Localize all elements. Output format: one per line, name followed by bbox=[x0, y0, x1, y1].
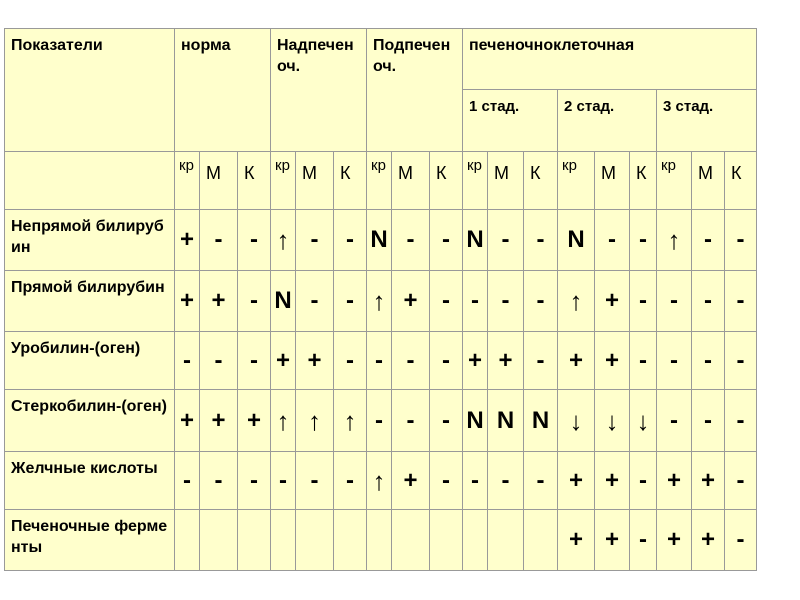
row-label: Непрямой билирубин bbox=[5, 210, 175, 271]
table-cell: - bbox=[367, 390, 392, 452]
table-row bbox=[5, 332, 757, 390]
subheader-k: К bbox=[524, 152, 558, 210]
header-norm: норма bbox=[175, 29, 271, 152]
table-cell: - bbox=[367, 332, 392, 390]
table-cell: + bbox=[657, 452, 692, 510]
table-cell: - bbox=[238, 452, 271, 510]
table-cell: - bbox=[238, 332, 271, 390]
table-cell: ↓ bbox=[630, 390, 657, 452]
subheader-m: М bbox=[692, 152, 725, 210]
table-cell bbox=[392, 510, 430, 571]
table-cell: + bbox=[271, 332, 296, 390]
table-cell: - bbox=[334, 210, 367, 271]
row-label: Желчные кислоты bbox=[5, 452, 175, 510]
table-cell bbox=[175, 510, 200, 571]
table-cell: - bbox=[630, 332, 657, 390]
table-cell: - bbox=[725, 452, 757, 510]
data-table-container bbox=[4, 28, 757, 571]
table-cell: - bbox=[725, 271, 757, 332]
table-cell: ↑ bbox=[271, 390, 296, 452]
table-cell bbox=[238, 510, 271, 571]
table-cell: - bbox=[238, 271, 271, 332]
table-cell: - bbox=[296, 271, 334, 332]
subheader-row bbox=[5, 152, 757, 210]
subheader-m: М bbox=[488, 152, 524, 210]
table-cell: - bbox=[392, 390, 430, 452]
table-cell bbox=[524, 510, 558, 571]
table-cell: - bbox=[430, 271, 463, 332]
table-cell: + bbox=[200, 390, 238, 452]
table-cell: ↑ bbox=[657, 210, 692, 271]
table-cell: ↑ bbox=[296, 390, 334, 452]
subheader-kr: кр bbox=[175, 152, 200, 210]
table-cell: - bbox=[488, 452, 524, 510]
table-cell: N bbox=[558, 210, 595, 271]
table-row bbox=[5, 210, 757, 271]
table-cell: + bbox=[692, 510, 725, 571]
table-cell: ↓ bbox=[558, 390, 595, 452]
table-cell: - bbox=[692, 271, 725, 332]
table-cell: - bbox=[296, 210, 334, 271]
table-cell: ↑ bbox=[271, 210, 296, 271]
table-cell: ↑ bbox=[334, 390, 367, 452]
subheader-kr: кр bbox=[463, 152, 488, 210]
subheader-empty-cell bbox=[5, 152, 175, 210]
row-label: Уробилин-(оген) bbox=[5, 332, 175, 390]
header-prehepatic: Надпеченоч. bbox=[271, 29, 367, 152]
table-cell: - bbox=[630, 510, 657, 571]
table-cell: + bbox=[595, 510, 630, 571]
table-row bbox=[5, 452, 757, 510]
table-cell: - bbox=[657, 332, 692, 390]
table-cell: - bbox=[725, 210, 757, 271]
table-cell: - bbox=[334, 271, 367, 332]
header-indicators: Показатели bbox=[5, 29, 175, 152]
table-cell: - bbox=[200, 332, 238, 390]
table-cell: - bbox=[488, 210, 524, 271]
subheader-k: К bbox=[430, 152, 463, 210]
header-stage-1: 1 стад. bbox=[463, 90, 558, 152]
table-cell: - bbox=[692, 390, 725, 452]
subheader-m: М bbox=[296, 152, 334, 210]
table-cell: - bbox=[392, 210, 430, 271]
table-cell: + bbox=[296, 332, 334, 390]
table-cell: - bbox=[296, 452, 334, 510]
subheader-m: М bbox=[595, 152, 630, 210]
table-cell: - bbox=[238, 210, 271, 271]
table-cell: + bbox=[595, 332, 630, 390]
table-cell: + bbox=[175, 210, 200, 271]
table-cell: - bbox=[630, 452, 657, 510]
table-cell: + bbox=[488, 332, 524, 390]
table-cell: - bbox=[657, 271, 692, 332]
table-cell: N bbox=[463, 210, 488, 271]
table-cell: - bbox=[334, 452, 367, 510]
table-cell: - bbox=[488, 271, 524, 332]
table-cell: - bbox=[200, 452, 238, 510]
table-row bbox=[5, 390, 757, 452]
table-cell: + bbox=[595, 452, 630, 510]
table-cell: - bbox=[725, 510, 757, 571]
table-cell: + bbox=[238, 390, 271, 452]
subheader-k: К bbox=[238, 152, 271, 210]
table-cell: - bbox=[524, 210, 558, 271]
table-cell: + bbox=[692, 452, 725, 510]
table-cell: + bbox=[558, 332, 595, 390]
table-cell: ↓ bbox=[595, 390, 630, 452]
table-cell: - bbox=[524, 452, 558, 510]
table-cell: ↑ bbox=[367, 452, 392, 510]
table-cell: - bbox=[463, 271, 488, 332]
table-cell: N bbox=[463, 390, 488, 452]
header-row-1 bbox=[5, 29, 757, 90]
header-posthepatic: Подпеченоч. bbox=[367, 29, 463, 152]
subheader-k: К bbox=[334, 152, 367, 210]
table-cell: - bbox=[692, 210, 725, 271]
table-cell: - bbox=[175, 332, 200, 390]
data-table bbox=[4, 28, 757, 571]
table-cell bbox=[488, 510, 524, 571]
subheader-m: М bbox=[200, 152, 238, 210]
subheader-k: К bbox=[630, 152, 657, 210]
table-cell: - bbox=[725, 390, 757, 452]
table-row bbox=[5, 271, 757, 332]
header-stage-2: 2 стад. bbox=[558, 90, 657, 152]
table-cell: N bbox=[488, 390, 524, 452]
table-cell: - bbox=[595, 210, 630, 271]
table-cell: ↑ bbox=[367, 271, 392, 332]
table-cell: - bbox=[725, 332, 757, 390]
header-stage-3: 3 стад. bbox=[657, 90, 757, 152]
table-cell bbox=[200, 510, 238, 571]
table-cell: - bbox=[430, 390, 463, 452]
table-cell: - bbox=[630, 210, 657, 271]
subheader-k: К bbox=[725, 152, 757, 210]
table-cell: + bbox=[657, 510, 692, 571]
table-cell: - bbox=[430, 332, 463, 390]
table-cell: N bbox=[367, 210, 392, 271]
table-cell: - bbox=[524, 271, 558, 332]
row-label: Стеркобилин-(оген) bbox=[5, 390, 175, 452]
table-cell: - bbox=[630, 271, 657, 332]
table-cell: + bbox=[200, 271, 238, 332]
subheader-kr: кр bbox=[271, 152, 296, 210]
table-cell: ↑ bbox=[558, 271, 595, 332]
table-cell bbox=[296, 510, 334, 571]
table-cell: + bbox=[175, 390, 200, 452]
table-cell: - bbox=[657, 390, 692, 452]
row-label: Печеночные ферменты bbox=[5, 510, 175, 571]
table-cell: - bbox=[463, 452, 488, 510]
table-cell bbox=[334, 510, 367, 571]
table-cell bbox=[430, 510, 463, 571]
table-cell bbox=[463, 510, 488, 571]
table-cell: - bbox=[692, 332, 725, 390]
table-cell bbox=[367, 510, 392, 571]
row-label: Прямой билирубин bbox=[5, 271, 175, 332]
table-cell: + bbox=[595, 271, 630, 332]
table-row bbox=[5, 510, 757, 571]
table-cell: - bbox=[175, 452, 200, 510]
table-cell: + bbox=[392, 452, 430, 510]
table-cell: + bbox=[558, 510, 595, 571]
subheader-kr: кр bbox=[367, 152, 392, 210]
table-cell: - bbox=[200, 210, 238, 271]
table-cell: + bbox=[175, 271, 200, 332]
subheader-kr: кр bbox=[558, 152, 595, 210]
subheader-kr: кр bbox=[657, 152, 692, 210]
table-cell: - bbox=[271, 452, 296, 510]
table-cell: + bbox=[392, 271, 430, 332]
table-cell: N bbox=[271, 271, 296, 332]
table-cell: N bbox=[524, 390, 558, 452]
table-cell: - bbox=[430, 452, 463, 510]
subheader-m: М bbox=[392, 152, 430, 210]
table-cell: - bbox=[430, 210, 463, 271]
table-cell bbox=[271, 510, 296, 571]
table-cell: - bbox=[334, 332, 367, 390]
table-cell: - bbox=[392, 332, 430, 390]
table-cell: + bbox=[463, 332, 488, 390]
table-cell: + bbox=[558, 452, 595, 510]
table-cell: - bbox=[524, 332, 558, 390]
header-hepatocellular: печеночноклеточная bbox=[463, 29, 757, 90]
